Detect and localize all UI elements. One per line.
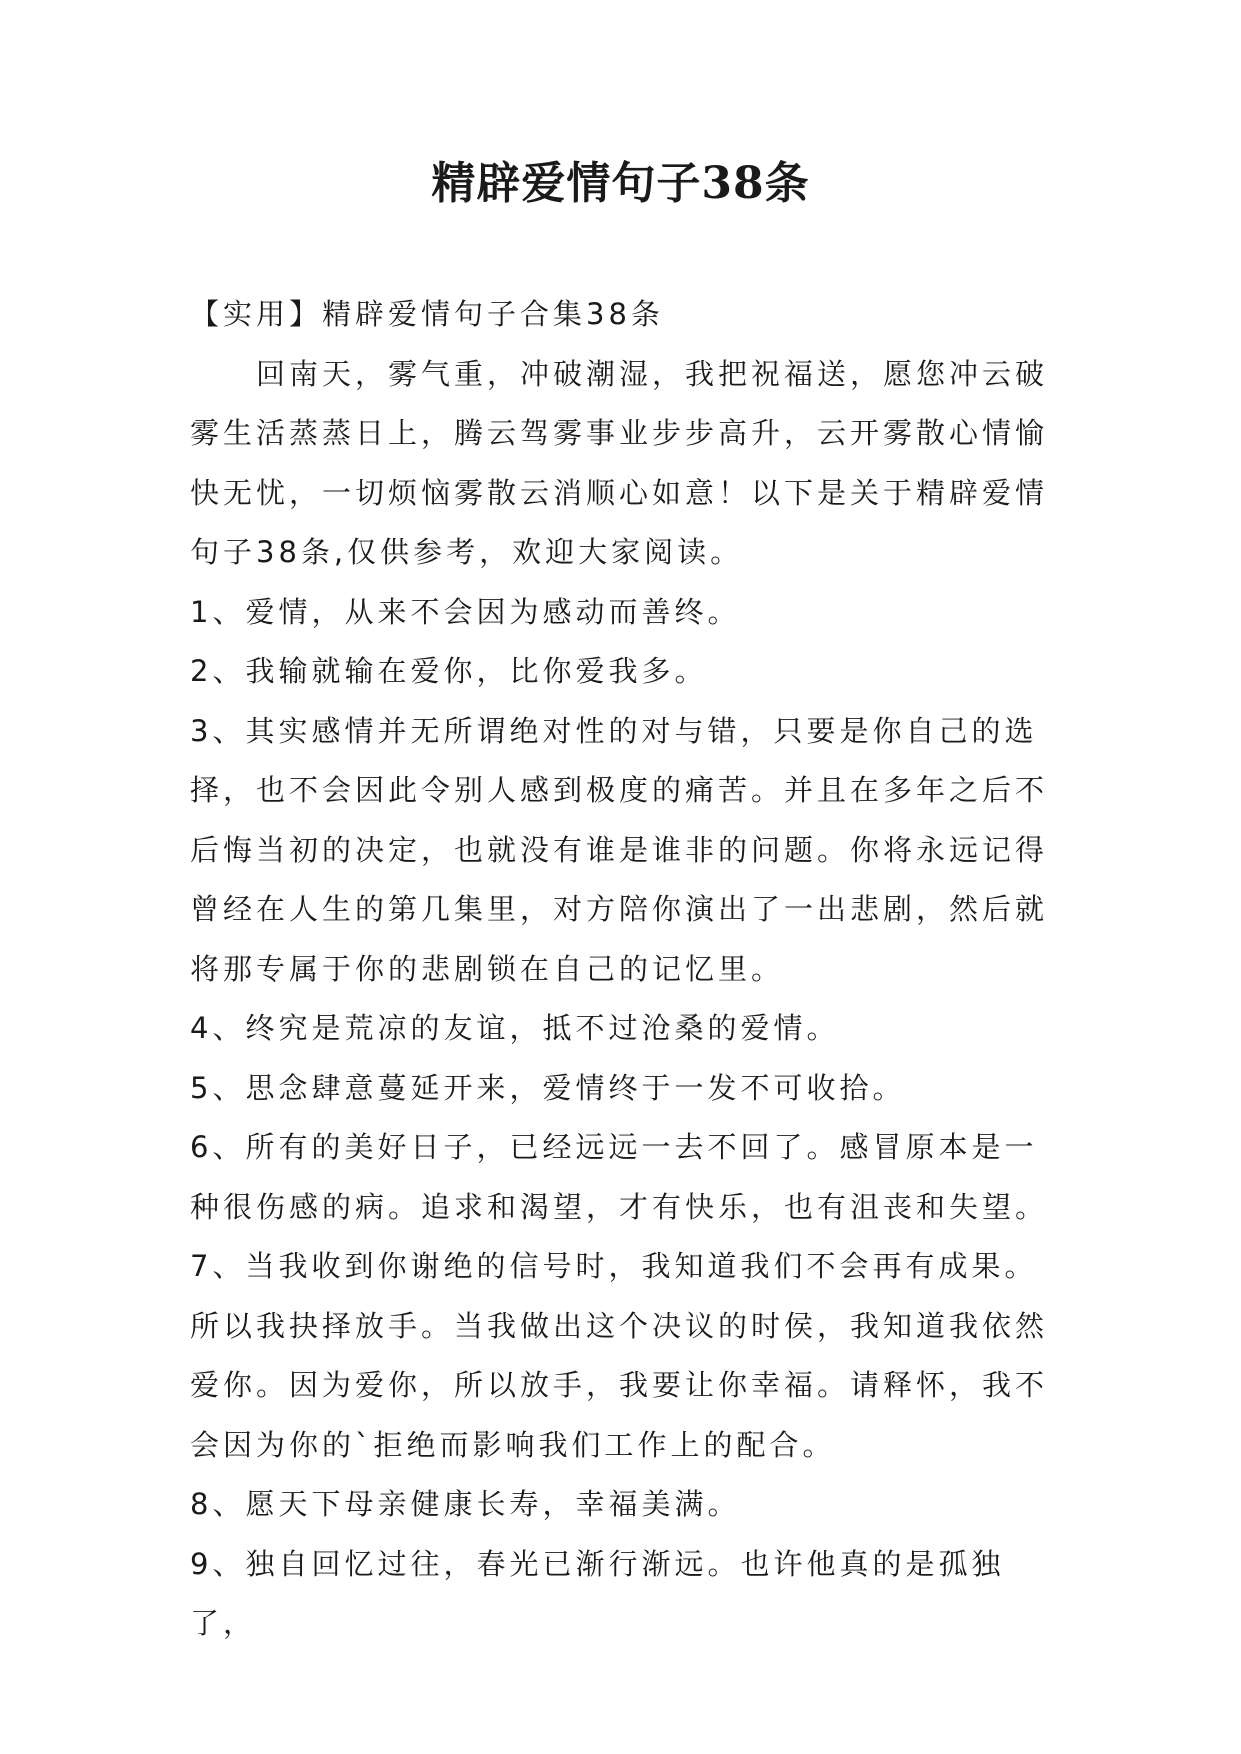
list-item: 4、终究是荒凉的友谊，抵不过沧桑的爱情。 [190,1011,840,1045]
list-item: 9、独自回忆过往，春光已渐行渐远。也许他真的是孤独了， [190,1546,1005,1640]
document-body [190,285,1070,1654]
list-item: 3、其实感情并无所谓绝对性的对与错，只要是你自己的选择，也不会因此令别人感到极度的痛苦。并且在多年之后不后悔当初的决定，也就没有谁是谁非的问题。你将永远记得曾经在人生的第几集里，对方陪你演出了一出悲剧，然后就将那专属于你的悲剧锁在自己的记忆里。 [190,713,1049,986]
intro-paragraph: 回南天，雾气重，冲破潮湿，我把祝福送，愿您冲云破雾生活蒸蒸日上，腾云驾雾事业步步高升，云开雾散心情愉快无忧，一切烦恼雾散云消顺心如意！以下是关于精辟爱情句子38条,仅供参考，欢迎大家阅读。 [190,356,1049,569]
document-subtitle: 【实用】精辟爱情句子合集38条 [190,297,664,331]
list-item: 8、愿天下母亲健康长寿，幸福美满。 [190,1487,741,1521]
list-item: 1、爱情，从来不会因为感动而善终。 [190,594,741,629]
list-item: 5、思念肆意蔓延开来，爱情终于一发不可收拾。 [190,1070,906,1105]
list-item: 6、所有的美好日子，已经远远一去不回了。感冒原本是一种很伤感的病。追求和渴望，才有快乐，也有沮丧和失望。 [190,1130,1049,1224]
list-item: 7、当我收到你谢绝的信号时，我知道我们不会再有成果。所以我抉择放手。当我做出这个决议的时侯，我知道我依然爱你。因为爱你，所以放手，我要让你幸福。请释怀，我不会因为你的`拒绝而影响我们工作上的配合。 [190,1249,1049,1462]
document-title: 精辟爱情句子38条 [431,158,810,209]
list-item: 2、我输就输在爱你，比你爱我多。 [190,654,708,688]
